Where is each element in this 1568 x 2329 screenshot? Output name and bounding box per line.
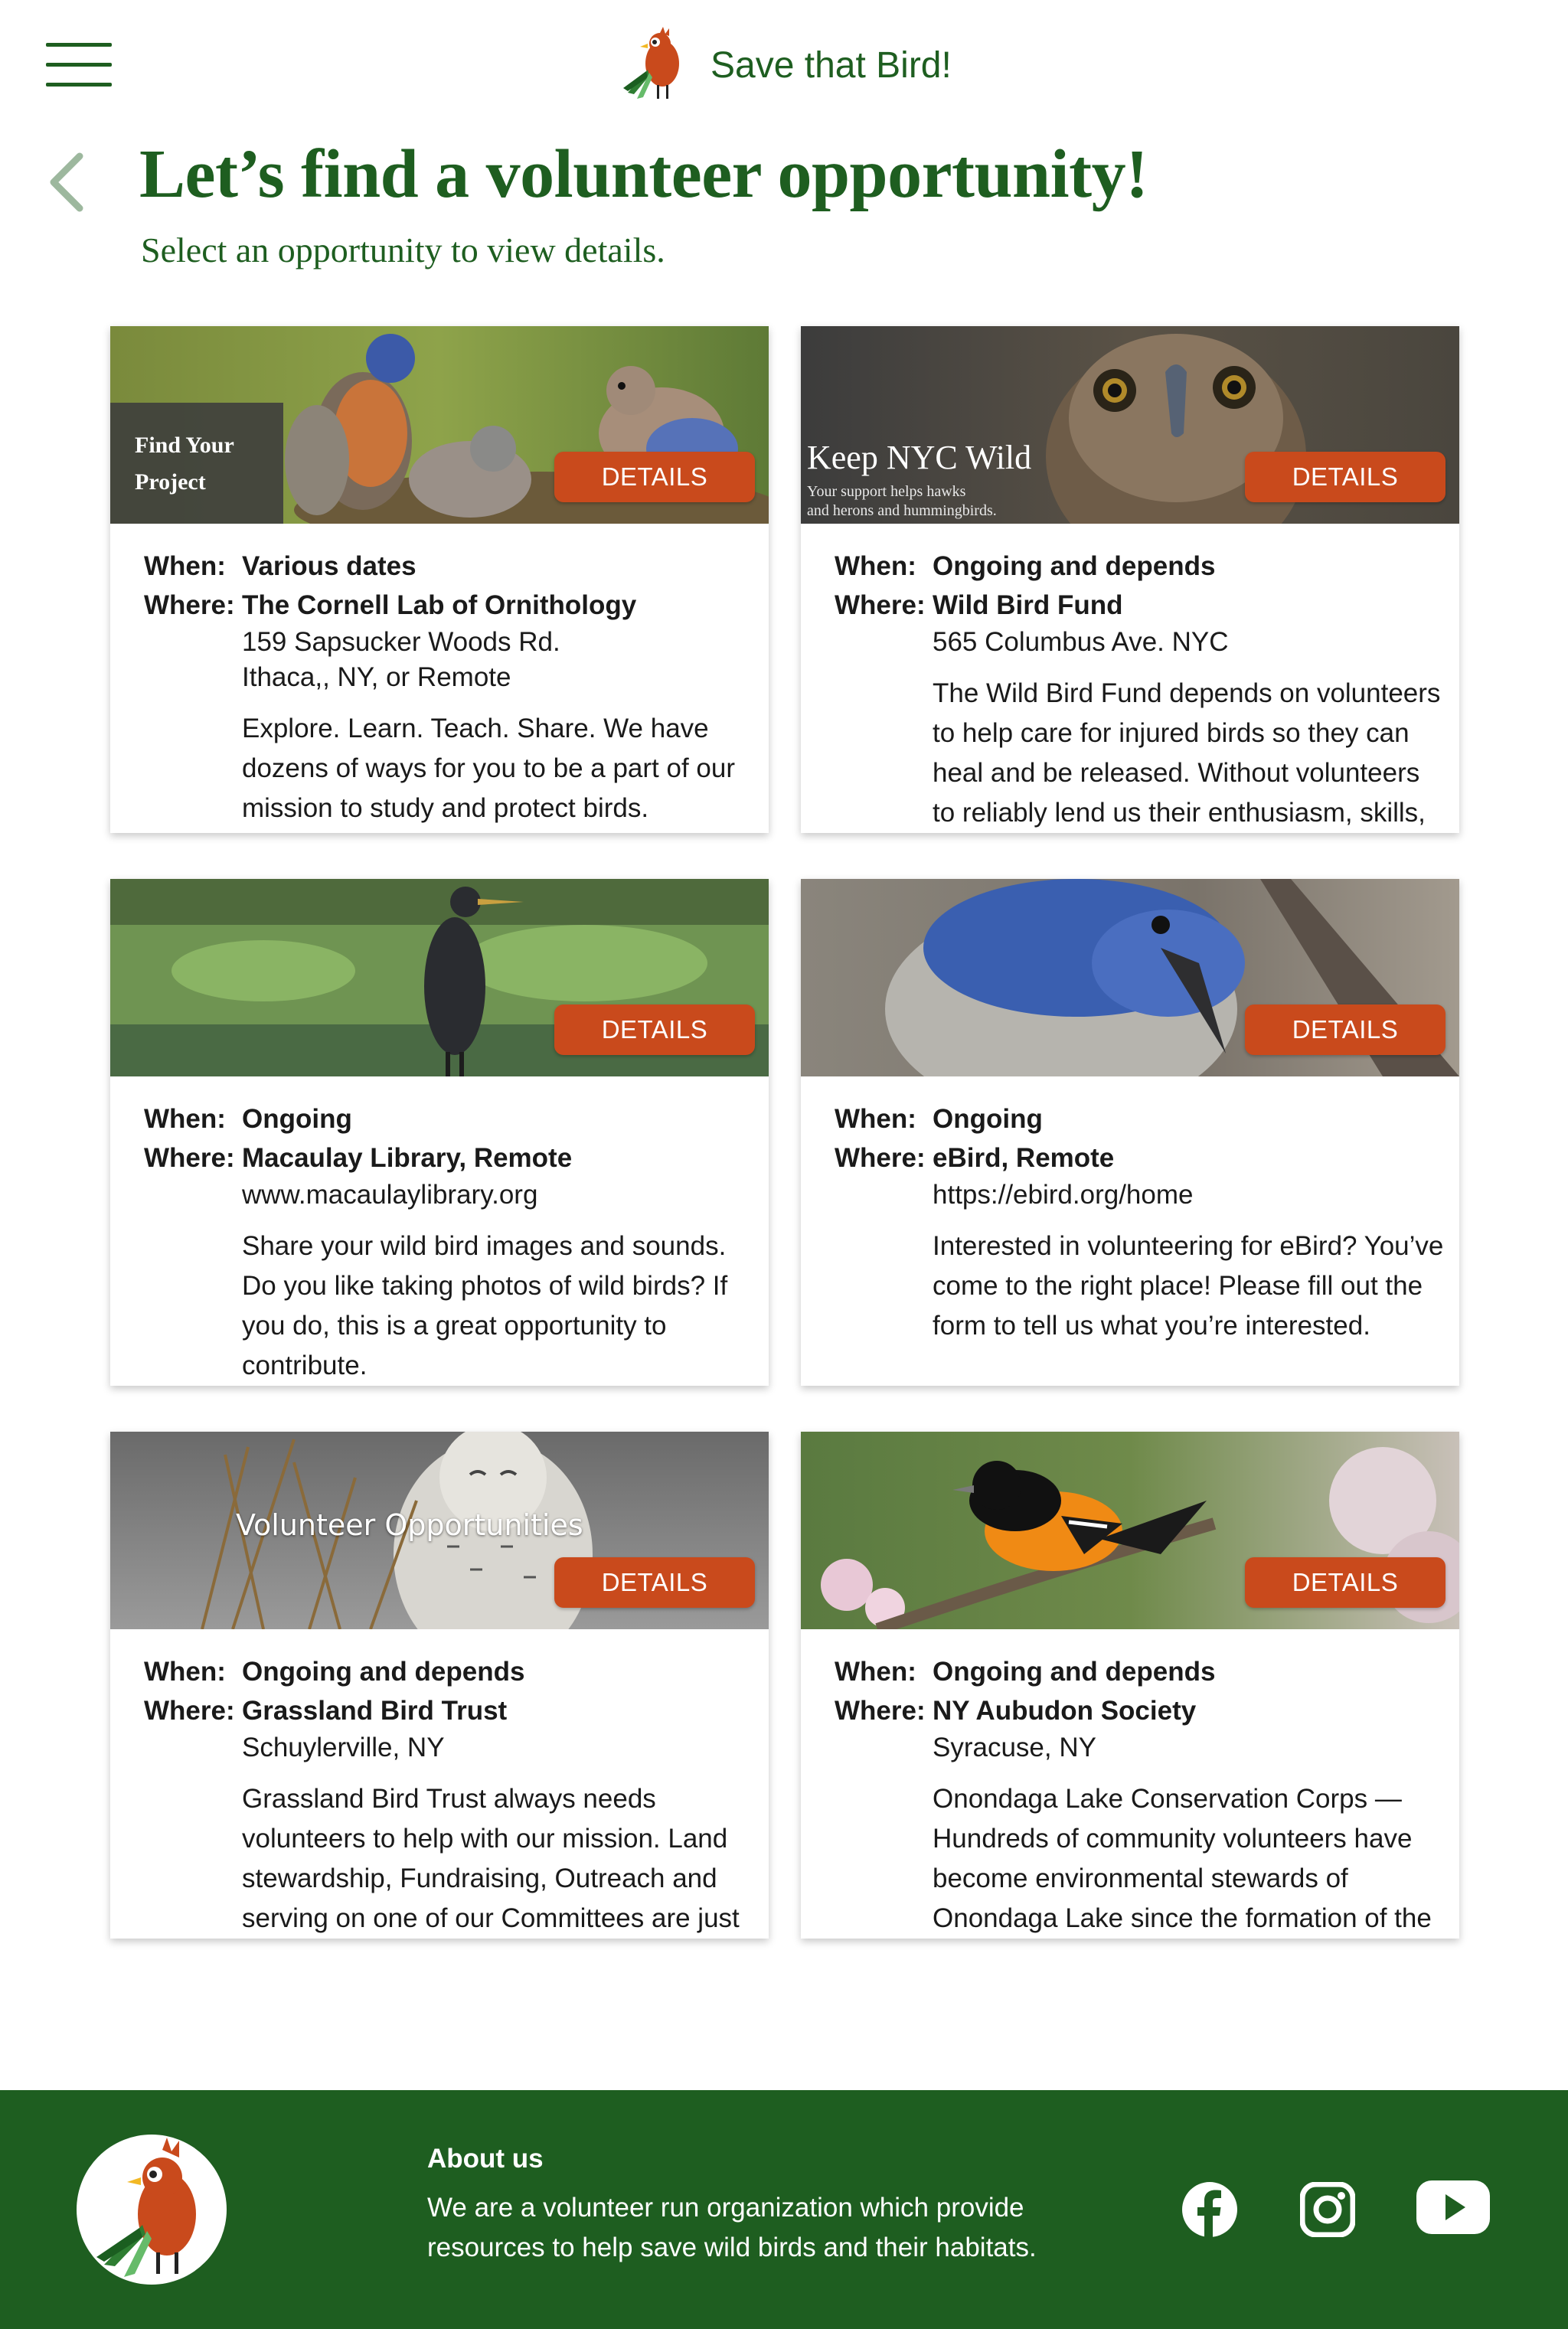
when-label: When: bbox=[835, 1657, 916, 1687]
opportunity-card-wild-bird-fund[interactable] bbox=[801, 326, 1459, 833]
address-line: Syracuse, NY bbox=[933, 1733, 1096, 1762]
details-button[interactable]: DETAILS bbox=[554, 1004, 755, 1055]
address-line: Ithaca,, NY, or Remote bbox=[242, 662, 511, 692]
opportunity-card-macaulay[interactable] bbox=[110, 879, 769, 1386]
address-line: https://ebird.org/home bbox=[933, 1180, 1194, 1210]
card-image-scrub-jay bbox=[801, 879, 1459, 1076]
where-label: Where: bbox=[835, 590, 926, 620]
card-description: Onondaga Lake Conservation Corps — Hundreds of community volunteers have become environmental stewards of Onondaga Lake since the formation of the bbox=[933, 1784, 1432, 1933]
card-image-hawk bbox=[801, 326, 1459, 524]
opportunity-card-grassland[interactable] bbox=[110, 1432, 769, 1939]
page-subtitle: Select an opportunity to view details. bbox=[141, 230, 665, 269]
card-description: Interested in volunteering for eBird? You’ve come to the right place! Please fill out the form to tell us what you’re interested. bbox=[933, 1231, 1444, 1341]
when-value: Ongoing bbox=[242, 1104, 352, 1134]
footer bbox=[0, 2090, 1568, 2329]
where-value: eBird, Remote bbox=[933, 1143, 1115, 1173]
details-button[interactable]: DETAILS bbox=[1245, 1004, 1446, 1055]
page-title: Let’s find a volunteer opportunity! bbox=[139, 136, 1148, 212]
when-label: When: bbox=[835, 1104, 916, 1134]
when-label: When: bbox=[144, 551, 226, 581]
image-overlay-title: Keep NYC Wild bbox=[807, 439, 1032, 476]
details-button[interactable]: DETAILS bbox=[1245, 452, 1446, 502]
menu-line bbox=[46, 43, 112, 47]
image-overlay-text: Find Your Project bbox=[110, 403, 283, 524]
address-line: 159 Sapsucker Woods Rd. bbox=[242, 627, 560, 657]
address-line: Schuylerville, NY bbox=[242, 1733, 445, 1762]
menu-line bbox=[46, 63, 112, 67]
when-label: When: bbox=[144, 1657, 226, 1687]
brand-home-link[interactable] bbox=[620, 23, 952, 107]
footer-bird-logo-icon[interactable] bbox=[77, 2135, 227, 2285]
opportunity-card-ebird[interactable] bbox=[801, 879, 1459, 1386]
details-button[interactable]: DETAILS bbox=[554, 1557, 755, 1608]
address-line: 565 Columbus Ave. NYC bbox=[933, 627, 1229, 657]
card-description: The Wild Bird Fund depends on volunteers to help care for injured birds so they can heal and be released. Without volunteers to reliably lend us their enthusiasm, skills, bbox=[933, 678, 1441, 828]
about-text: We are a volunteer run organization which provide resources to help save wild birds and their habitats. bbox=[427, 2193, 1037, 2262]
where-value: The Cornell Lab of Ornithology bbox=[242, 590, 637, 620]
details-button[interactable]: DETAILS bbox=[1245, 1557, 1446, 1608]
card-image-snowy-owl bbox=[110, 1432, 769, 1629]
opportunity-card-ny-audubon[interactable] bbox=[801, 1432, 1459, 1939]
when-value: Various dates bbox=[242, 551, 416, 581]
youtube-icon[interactable] bbox=[1416, 2180, 1490, 2234]
image-overlay-title: Volunteer Opportunities bbox=[236, 1508, 583, 1542]
image-overlay-caption: Your support helps hawks and herons and hummingbirds. bbox=[807, 483, 997, 519]
where-label: Where: bbox=[144, 1143, 235, 1173]
where-label: Where: bbox=[835, 1143, 926, 1173]
when-value: Ongoing and depends bbox=[242, 1657, 525, 1687]
when-label: When: bbox=[144, 1104, 226, 1134]
details-button[interactable]: DETAILS bbox=[554, 452, 755, 502]
where-value: Macaulay Library, Remote bbox=[242, 1143, 573, 1173]
address-line: www.macaulaylibrary.org bbox=[242, 1180, 538, 1210]
about-title: About us bbox=[427, 2144, 544, 2174]
where-value: NY Aubudon Society bbox=[933, 1696, 1197, 1726]
where-label: Where: bbox=[144, 590, 235, 620]
card-image-oriole bbox=[801, 1432, 1459, 1629]
menu-line bbox=[46, 83, 112, 87]
card-description: Share your wild bird images and sounds. Do you like taking photos of wild birds? If you do, this is a great opportunity to contribute. bbox=[242, 1231, 728, 1380]
where-value: Wild Bird Fund bbox=[933, 590, 1123, 620]
where-label: Where: bbox=[835, 1696, 926, 1726]
bird-logo-icon bbox=[620, 27, 689, 103]
when-label: When: bbox=[835, 551, 916, 581]
card-description: Explore. Learn. Teach. Share. We have dozens of ways for you to be a part of our mission to study and protect birds. bbox=[242, 714, 735, 823]
opportunity-card-cornell[interactable] bbox=[110, 326, 769, 833]
when-value: Ongoing and depends bbox=[933, 551, 1216, 581]
when-value: Ongoing bbox=[933, 1104, 1043, 1134]
brand-name: Save that Bird! bbox=[710, 44, 952, 86]
card-image-cormorant bbox=[110, 879, 769, 1076]
back-arrow-icon[interactable] bbox=[44, 150, 87, 214]
card-description: Grassland Bird Trust always needs volunteers to help with our mission. Land stewardship, Fundraising, Outreach and serving on one of our Committees are just bbox=[242, 1784, 740, 1933]
where-value: Grassland Bird Trust bbox=[242, 1696, 508, 1726]
instagram-icon[interactable] bbox=[1300, 2182, 1355, 2237]
when-value: Ongoing and depends bbox=[933, 1657, 1216, 1687]
where-label: Where: bbox=[144, 1696, 235, 1726]
card-image-bluebirds bbox=[110, 326, 769, 524]
hamburger-menu-button[interactable] bbox=[46, 43, 112, 87]
facebook-icon[interactable] bbox=[1182, 2182, 1237, 2237]
